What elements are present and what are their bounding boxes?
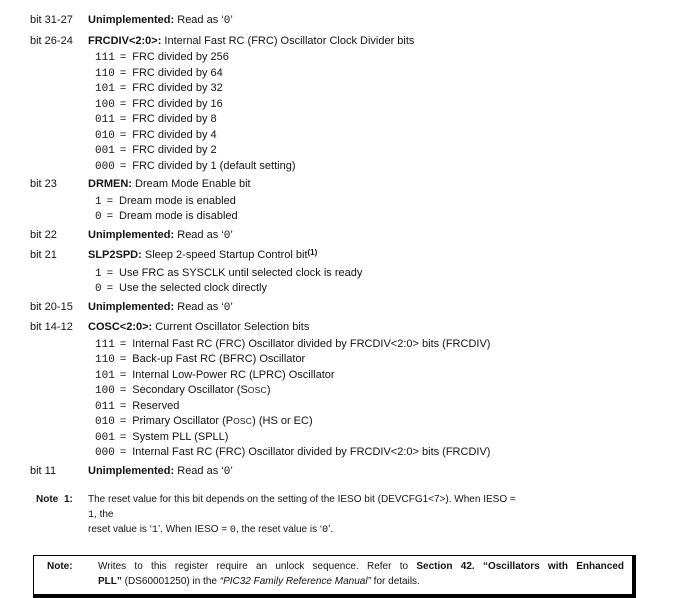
bit-definition-line: [88, 300, 691, 316]
note-box-label: Note:: [47, 560, 73, 572]
text-segment: Dream mode is disabled: [119, 210, 238, 222]
bit-row: [30, 228, 691, 246]
bold-text: Section 42. “Oscillators with Enhanced: [416, 560, 624, 572]
text-segment: Current Oscillator Selection bits: [152, 321, 310, 333]
text-segment: ’.: [328, 524, 334, 535]
binary-value: 1: [151, 525, 158, 536]
binary-value: 0: [223, 15, 231, 27]
binary-value: 101: [95, 83, 115, 95]
binary-value: 000: [95, 447, 115, 459]
binary-value: 111: [95, 52, 115, 64]
binary-value: 100: [95, 385, 115, 397]
bit-row: [30, 248, 691, 297]
bold-text: Unimplemented:: [88, 300, 175, 313]
bit-row: [30, 320, 691, 461]
binary-value: 0: [223, 465, 231, 478]
text-segment: ’: [230, 228, 233, 241]
text-segment: Internal Low-Power RC (LPRC) Oscillator: [132, 368, 335, 381]
bit-value-line: [88, 81, 691, 97]
text-segment: Dream Mode Enable bit: [132, 178, 251, 190]
text-segment: for details.: [370, 575, 420, 587]
italic-text: “PIC32 Family Reference Manual”: [219, 575, 371, 587]
bold-text: PLL”: [98, 575, 122, 587]
equals-sign: =: [119, 337, 127, 350]
binary-value: 011: [95, 114, 115, 126]
bit-value-line: [88, 112, 691, 128]
bit-value-line: [88, 159, 691, 175]
text-segment: FRC divided by 16: [132, 97, 223, 110]
binary-value: 001: [95, 431, 115, 444]
equals-sign: =: [119, 384, 127, 396]
bit-description: [88, 177, 691, 225]
text-segment: FRC divided by 8: [132, 113, 217, 125]
text-segment: ’: [230, 300, 233, 313]
footnote-1-text: [88, 493, 520, 539]
binary-value: 0: [223, 301, 231, 314]
bit-value-line: [88, 399, 691, 415]
binary-value: 011: [95, 400, 115, 413]
bit-range-label: bit 14-12: [30, 321, 73, 333]
text-segment: Read as ‘: [174, 228, 224, 241]
text-segment: Primary Oscillator (P: [132, 415, 234, 427]
equals-sign: =: [119, 113, 127, 125]
binary-value: 0: [95, 211, 102, 223]
bit-description: [88, 320, 691, 461]
binary-value: 1: [88, 509, 95, 521]
binary-value: 110: [95, 67, 115, 80]
equals-sign: =: [119, 97, 127, 110]
text-line: [88, 493, 520, 523]
small-caps-text: OSC: [233, 416, 253, 426]
text-segment: ) (HS or EC): [252, 415, 313, 427]
binary-value: 1: [95, 267, 102, 280]
bold-text: COSC<2:0>:: [88, 321, 153, 333]
binary-value: 000: [95, 160, 115, 173]
note-box-text: [98, 559, 624, 589]
text-segment: reset value is ‘: [88, 524, 152, 535]
equals-sign: =: [106, 282, 114, 294]
bit-value-line: [88, 383, 691, 399]
text-segment: ’: [230, 464, 233, 477]
bit-description: [88, 248, 691, 297]
text-segment: Internal Fast RC (FRC) Oscillator Clock Divider bits: [161, 34, 415, 47]
text-segment: Back-up Fast RC (BFRC) Oscillator: [132, 353, 306, 365]
bit-value-line: [88, 266, 691, 282]
bit-row: [30, 464, 691, 482]
text-segment: Use FRC as SYSCLK until selected clock is ready: [119, 266, 363, 279]
bit-value-line: [88, 194, 691, 210]
bit-value-line: [88, 281, 691, 297]
binary-value: 110: [95, 354, 115, 366]
bit-value-line: [88, 209, 691, 225]
bold-text: Unimplemented:: [88, 14, 175, 26]
text-segment: ’. When IESO =: [157, 524, 230, 535]
text-segment: (DS60001250) in the: [121, 575, 220, 587]
bit-value-line: [88, 66, 691, 82]
text-segment: Read as ‘: [174, 14, 224, 26]
equals-sign: =: [119, 446, 127, 458]
equals-sign: =: [119, 51, 127, 63]
binary-value: 100: [95, 98, 115, 111]
text-segment: Secondary Oscillator (S: [132, 384, 248, 396]
small-caps-text: OSC: [247, 385, 267, 395]
equals-sign: =: [119, 159, 127, 172]
binary-value: 0: [229, 525, 236, 536]
binary-value: 101: [95, 369, 115, 382]
text-segment: FRC divided by 32: [132, 82, 223, 94]
bit-description: [88, 228, 691, 246]
bit-range-label: bit 11: [30, 464, 57, 477]
equals-sign: =: [119, 415, 127, 427]
equals-sign: =: [119, 82, 127, 94]
binary-value: 0: [322, 525, 329, 536]
bold-text: Unimplemented:: [88, 464, 175, 477]
binary-value: 0: [95, 283, 102, 295]
equals-sign: =: [106, 194, 114, 207]
bit-definition-line: [88, 177, 691, 192]
text-segment: Read as ‘: [174, 464, 224, 477]
bit-definition-line: [88, 248, 691, 264]
text-segment: The reset value for this bit depends on the setting of the IESO bit (DEVCFG1<7>). When IESO =: [88, 494, 516, 505]
equals-sign: =: [106, 210, 114, 222]
bit-row: [30, 177, 691, 225]
binary-value: 111: [95, 338, 115, 351]
bold-text: DRMEN:: [88, 178, 132, 190]
bit-value-line: [88, 143, 691, 159]
text-segment: ): [266, 384, 271, 396]
bit-value-line: [88, 50, 691, 66]
text-segment: FRC divided by 64: [132, 66, 223, 79]
bit-range-label: bit 26-24: [30, 34, 73, 47]
bit-definition-line: [88, 464, 691, 480]
bold-text: SLP2SPD:: [88, 249, 142, 261]
text-line: [98, 574, 624, 589]
equals-sign: =: [119, 128, 127, 141]
bit-description: [88, 464, 691, 482]
bit-value-line: [88, 97, 691, 113]
bit-description: [88, 34, 691, 175]
text-segment: Use the selected clock directly: [119, 282, 267, 294]
bit-definition-line: [88, 34, 691, 49]
text-segment: FRC divided by 256: [132, 51, 229, 63]
text-line: [88, 523, 520, 539]
bit-row: [30, 13, 691, 31]
text-segment: Dream mode is enabled: [119, 194, 236, 207]
bit-row: [30, 34, 691, 175]
binary-value: 010: [95, 416, 115, 428]
bit-row: [30, 300, 691, 318]
text-segment: Internal Fast RC (FRC) Oscillator divided by FRCDIV<2:0> bits (FRCDIV): [132, 337, 491, 350]
register-bit-list: [30, 13, 691, 481]
equals-sign: =: [119, 430, 127, 443]
bold-text: FRCDIV<2:0>:: [88, 34, 162, 47]
footnote-1-label: Note 1:: [36, 494, 73, 505]
equals-sign: =: [106, 266, 114, 279]
bold-text: Unimplemented:: [88, 228, 175, 241]
bit-definition-line: [88, 320, 691, 335]
note-box: [33, 555, 636, 598]
text-segment: ’: [230, 14, 233, 26]
bit-range-label: bit 21: [30, 249, 57, 261]
binary-value: 001: [95, 145, 115, 157]
binary-value: 010: [95, 129, 115, 142]
text-segment: FRC divided by 2: [132, 144, 217, 156]
binary-value: 1: [95, 195, 102, 208]
bit-range-label: bit 23: [30, 178, 57, 190]
equals-sign: =: [119, 144, 127, 156]
text-segment: System PLL (SPLL): [132, 430, 229, 443]
bit-value-line: [88, 337, 691, 353]
text-segment: Reserved: [132, 399, 180, 412]
bit-value-line: [88, 445, 691, 461]
bit-value-line: [88, 128, 691, 144]
bit-definition-line: [88, 13, 691, 29]
footnote-1: [36, 493, 691, 539]
text-segment: , the: [94, 508, 114, 520]
binary-value: 0: [223, 229, 231, 242]
bit-description: [88, 13, 691, 31]
bit-range-label: bit 20-15: [30, 300, 73, 313]
footnote-ref-superscript: (1): [307, 247, 318, 257]
bit-value-line: [88, 430, 691, 446]
equals-sign: =: [119, 353, 127, 365]
equals-sign: =: [119, 399, 127, 412]
bit-description: [88, 300, 691, 318]
equals-sign: =: [119, 66, 127, 79]
bit-value-line: [88, 352, 691, 368]
equals-sign: =: [119, 368, 127, 381]
bit-value-line: [88, 414, 691, 430]
text-segment: FRC divided by 4: [132, 128, 217, 141]
text-segment: Read as ‘: [174, 300, 224, 313]
text-line: [98, 559, 624, 574]
text-segment: Sleep 2-speed Startup Control bit: [141, 249, 308, 261]
bit-value-line: [88, 368, 691, 384]
bit-definition-line: [88, 228, 691, 244]
text-segment: Internal Fast RC (FRC) Oscillator divided by FRCDIV<2:0> bits (FRCDIV): [132, 446, 491, 458]
text-segment: Writes to this register require an unlock sequence. Refer to: [98, 560, 417, 572]
text-segment: FRC divided by 1 (default setting): [132, 159, 296, 172]
bit-range-label: bit 22: [30, 228, 57, 241]
bit-range-label: bit 31-27: [30, 14, 73, 26]
text-segment: , the reset value is ‘: [235, 524, 323, 535]
